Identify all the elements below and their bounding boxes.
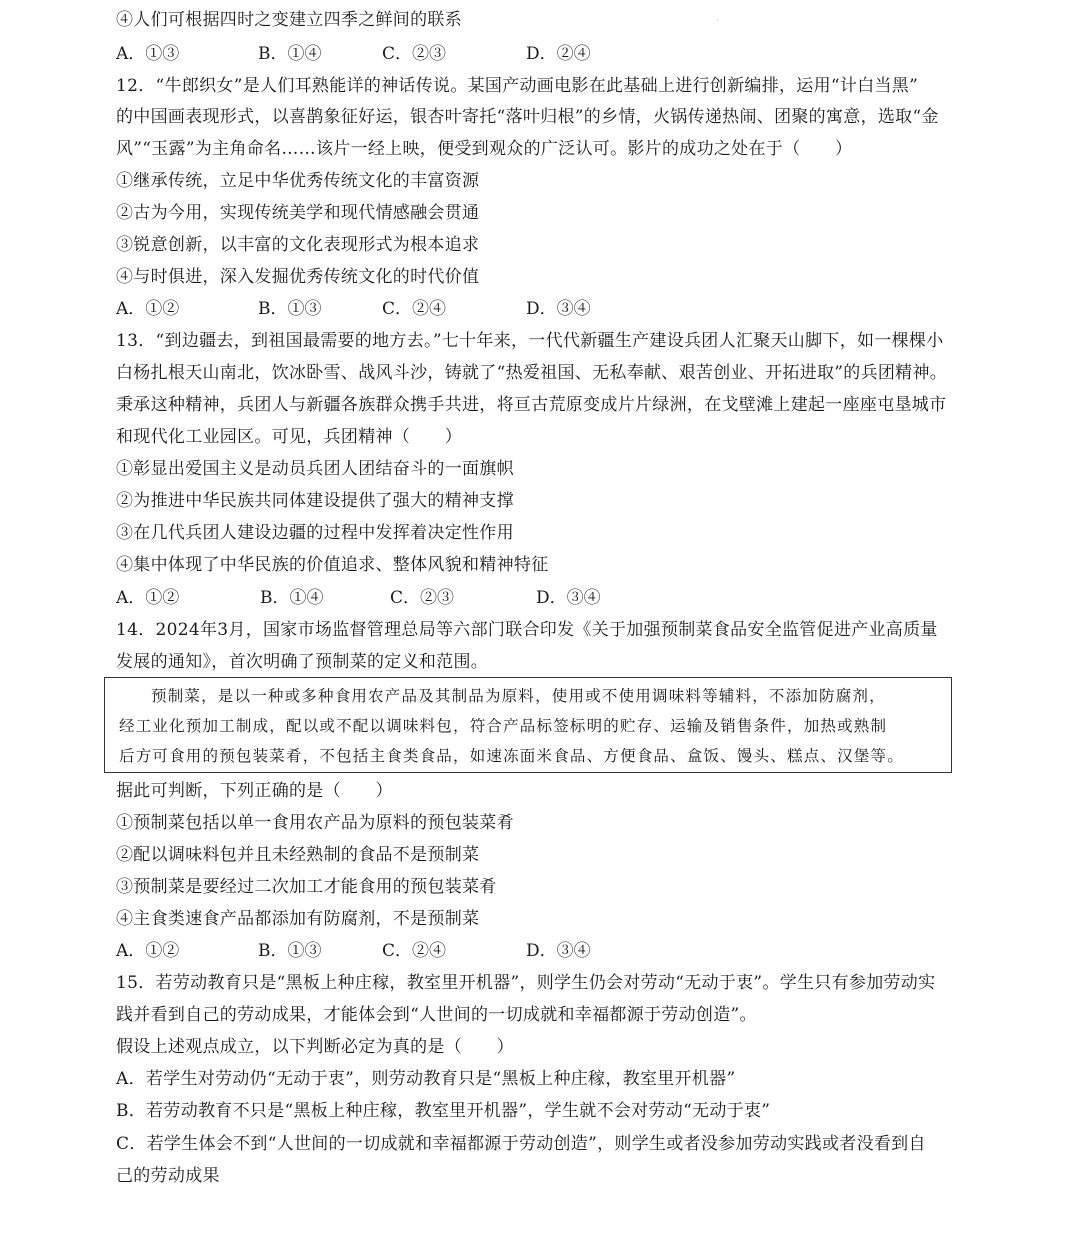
- q13-statement-2: ②为推进中华民族共同体建设提供了强大的精神支撑: [116, 491, 514, 511]
- q13-statement-3: ③在几代兵团人建设边疆的过程中发挥着决定性作用: [116, 523, 514, 543]
- q14-option-a: A．①②: [116, 941, 180, 961]
- q15-option-b: B．若劳动教育不只是“黑板上种庄稼，教室里开机器”，学生就不会对劳动“无动于衷”: [116, 1101, 771, 1121]
- q14-option-d: D．③④: [526, 941, 591, 961]
- q15-option-a: A．若学生对劳动仍“无动于衷”，则劳动教育只是“黑板上种庄稼，教室里开机器”: [116, 1069, 736, 1089]
- q13-statement-1: ①彰显出爱国主义是动员兵团人团结奋斗的一面旗帜: [116, 459, 514, 479]
- q13-stem-line-3: 秉承这种精神，兵团人与新疆各族群众携手共进，将亘古荒原变成片片绿洲，在戈壁滩上建起一座座屯垦城市: [116, 395, 947, 415]
- q12-option-a: A．①②: [116, 299, 180, 319]
- definition-line-3: 后方可食用的预包装菜肴，不包括主食类食品，如速冻面米食品、方便食品、盒饭、馒头、糕点、汉堡等。: [119, 747, 904, 765]
- q14-question-stem: 据此可判断，下列正确的是（ ）: [116, 781, 393, 801]
- q14-stem-line-2: 发展的通知》，首次明确了预制菜的定义和范围。: [116, 652, 489, 672]
- definition-box: [104, 677, 952, 773]
- definition-line-2: 经工业化预加工制成，配以或不配以调味料包，符合产品标签标明的贮存、运输及销售条件，加热或熟制: [119, 717, 888, 735]
- scan-speck: ·: [716, 16, 719, 25]
- q15-option-c-line-1: C．若学生体会不到“人世间的一切成就和幸福都源于劳动创造”，则学生或者没参加劳动实践或者没看到自: [116, 1134, 926, 1154]
- q14-statement-3: ③预制菜是要经过二次加工才能食用的预包装菜肴: [116, 877, 497, 897]
- q14-statement-1: ①预制菜包括以单一食用农产品为原料的预包装菜肴: [116, 813, 514, 833]
- q12-option-b: B．①③: [258, 299, 322, 319]
- q14-statement-2: ②配以调味料包并且未经熟制的食品不是预制菜: [116, 845, 480, 865]
- q12-stem-line-2: 的中国画表现形式，以喜鹊象征好运，银杏叶寄托“落叶归根”的乡情，火锅传递热闹、团聚的寓意，选取“金: [116, 107, 939, 127]
- q13-option-b: B．①④: [260, 588, 324, 608]
- q13-statement-4: ④集中体现了中华民族的价值追求、整体风貌和精神特征: [116, 555, 549, 575]
- q13-option-a: A．①②: [116, 588, 180, 608]
- q12-stem-line-3: 风”“玉露”为主角命名……该片一经上映，便受到观众的广泛认可。影片的成功之处在于（ ）: [116, 139, 853, 159]
- q11-option-d: D．②④: [526, 44, 591, 64]
- q12-statement-1: ①继承传统，立足中华优秀传统文化的丰富资源: [116, 171, 480, 191]
- q14-stem-line-1: 14．2024年3月，国家市场监督管理总局等六部门联合印发《关于加强预制菜食品安全监管促进产业高质量: [116, 620, 938, 640]
- q11-statement-4: ④人们可根据四时之变建立四季之鲜间的联系: [116, 10, 462, 30]
- q14-option-c: C．②④: [382, 941, 447, 961]
- q13-option-d: D．③④: [536, 588, 601, 608]
- q12-statement-2: ②古为今用，实现传统美学和现代情感融会贯通: [116, 203, 480, 223]
- q13-stem-line-1: 13．“到边疆去，到祖国最需要的地方去。”七十年来，一代代新疆生产建设兵团人汇聚天山脚下，如一棵棵小: [116, 331, 944, 351]
- q15-option-c-line-2: 己的劳动成果: [116, 1166, 220, 1186]
- q13-stem-line-2: 白杨扎根天山南北，饮冰卧雪、战风斗沙，铸就了“热爱祖国、无私奉献、艰苦创业、开拓进取”的兵团精神。: [116, 363, 948, 383]
- q12-statement-4: ④与时俱进，深入发掘优秀传统文化的时代价值: [116, 267, 480, 287]
- q11-option-b: B．①④: [258, 44, 322, 64]
- q15-question-stem: 假设上述观点成立，以下判断必定为真的是（ ）: [116, 1037, 514, 1057]
- q12-option-c: C．②④: [382, 299, 447, 319]
- q12-option-d: D．③④: [526, 299, 591, 319]
- q11-option-c: C．②③: [382, 44, 447, 64]
- q15-stem-line-1: 15．若劳动教育只是“黑板上种庄稼，教室里开机器”，则学生仍会对劳动“无动于衷”。学生只有参加劳动实: [116, 973, 936, 993]
- q13-option-c: C．②③: [390, 588, 455, 608]
- q14-statement-4: ④主食类速食产品都添加有防腐剂，不是预制菜: [116, 909, 480, 929]
- q11-option-a: A．①③: [116, 44, 180, 64]
- q14-option-b: B．①③: [258, 941, 322, 961]
- q12-stem-line-1: 12．“牛郎织女”是人们耳熟能详的神话传说。某国产动画电影在此基础上进行创新编排，运用“计白当黑”: [116, 76, 919, 96]
- definition-line-1: 预制菜，是以一种或多种食用农产品及其制品为原料，使用或不使用调味料等辅料，不添加防腐剂，: [151, 687, 886, 705]
- q13-stem-line-4: 和现代化工业园区。可见，兵团精神（ ）: [116, 427, 462, 447]
- q12-statement-3: ③锐意创新，以丰富的文化表现形式为根本追求: [116, 235, 480, 255]
- q15-stem-line-2: 践并看到自己的劳动成果，才能体会到“人世间的一切成就和幸福都源于劳动创造”。: [116, 1005, 757, 1025]
